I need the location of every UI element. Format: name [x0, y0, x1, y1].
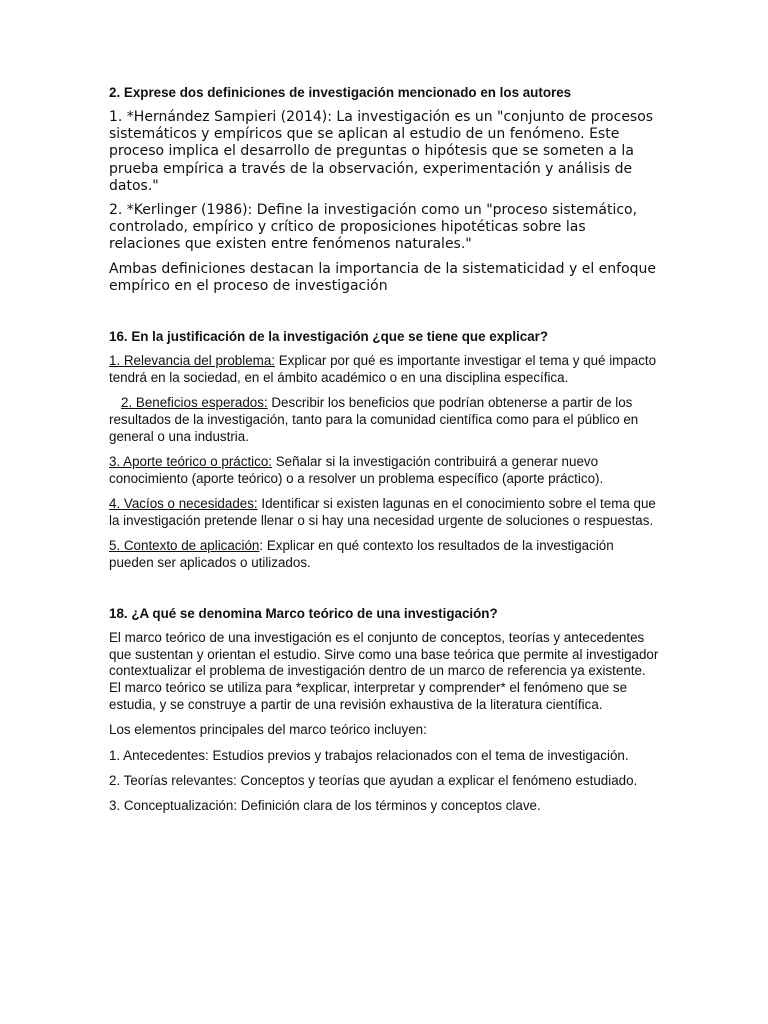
definition-hernandez-sampieri: 1. *Hernández Sampieri (2014): La investigación es un "conjunto de procesos sistemáticos y empíricos que se aplican al estudio de un fenómeno. Este proceso implica el desarrollo de preguntas o hipótesis que se someten a la prueba empírica a través de la observación, experimentación y análisis de datos." — [109, 109, 654, 194]
item-label: 5. Contexto de aplicación — [109, 538, 260, 554]
item-label: 4. Vacíos o necesidades: — [109, 496, 258, 512]
question-2-heading: 2. Exprese dos definiciones de investigación mencionado en los autores — [109, 85, 572, 100]
justification-item-relevancia — [109, 353, 661, 387]
justification-item-contexto — [109, 538, 661, 572]
definition-kerlinger: 2. *Kerlinger (1986): Define la investigación como un "proceso sistemático, controlado, empírico y crítico de proposiciones hipotéticas sobre las relaciones que existen entre fenómenos naturales." — [109, 202, 638, 253]
item-label: 2. Beneficios esperados: — [121, 395, 268, 411]
marco-teorico-element-conceptualizacion: 3. Conceptualización: Definición clara de los términos y conceptos clave. — [109, 798, 541, 814]
definitions-summary: Ambas definiciones destacan la importancia de la sistematicidad y el enfoque empírico en el proceso de investigación — [109, 260, 657, 294]
marco-teorico-elements-intro: Los elementos principales del marco teórico incluyen: — [109, 722, 427, 738]
justification-item-beneficios — [109, 395, 661, 445]
justification-item-aporte — [109, 454, 661, 488]
item-label: 1. Relevancia del problema: — [109, 353, 275, 369]
item-text: Identificar si existen lagunas en el conocimiento sobre el tema que la investigación pretende llenar o si hay una necesidad urgente de soluciones o respuestas. — [109, 496, 656, 528]
marco-teorico-paragraph: El marco teórico de una investigación es el conjunto de conceptos, teorías y antecedentes que sustentan y orientan el estudio. Sirve como una base teórica que permite al investigador contextualizar el problema de investigación dentro de un marco de referencia ya existente. El marco teórico se utiliza para *explicar, interpretar y comprender* el fenómeno que se estudia, y se construye a partir de una revisión exhaustiva de la literatura científica. — [109, 629, 659, 712]
item-text: Describir los beneficios que podrían obtenerse a partir de los resultados de la investigación, tanto para la comunidad científica como para el público en general o una industria. — [109, 395, 639, 444]
marco-teorico-element-teorias: 2. Teorías relevantes: Conceptos y teorías que ayudan a explicar el fenómeno estudiado. — [109, 772, 638, 788]
question-16-heading: 16. En la justificación de la investigación ¿que se tiene que explicar? — [109, 329, 549, 345]
item-label: 3. Aporte teórico o práctico: — [109, 454, 273, 470]
question-18-heading: 18. ¿A qué se denomina Marco teórico de una investigación? — [109, 605, 498, 621]
marco-teorico-element-antecedentes: 1. Antecedentes: Estudios previos y trabajos relacionados con el tema de investigación. — [109, 747, 629, 763]
document-page — [109, 84, 661, 823]
item-text: Explicar por qué es importante investigar el tema y qué impacto tendrá en la sociedad, en el ámbito académico o en una disciplina específica. — [109, 353, 657, 385]
justification-item-vacios — [109, 496, 661, 530]
item-text: : Explicar en qué contexto los resultados de la investigación pueden ser aplicados o utilizados. — [109, 538, 614, 570]
item-text: Señalar si la investigación contribuirá a generar nuevo conocimiento (aporte teórico) o a resolver un problema específico (aporte práctico). — [109, 454, 604, 486]
